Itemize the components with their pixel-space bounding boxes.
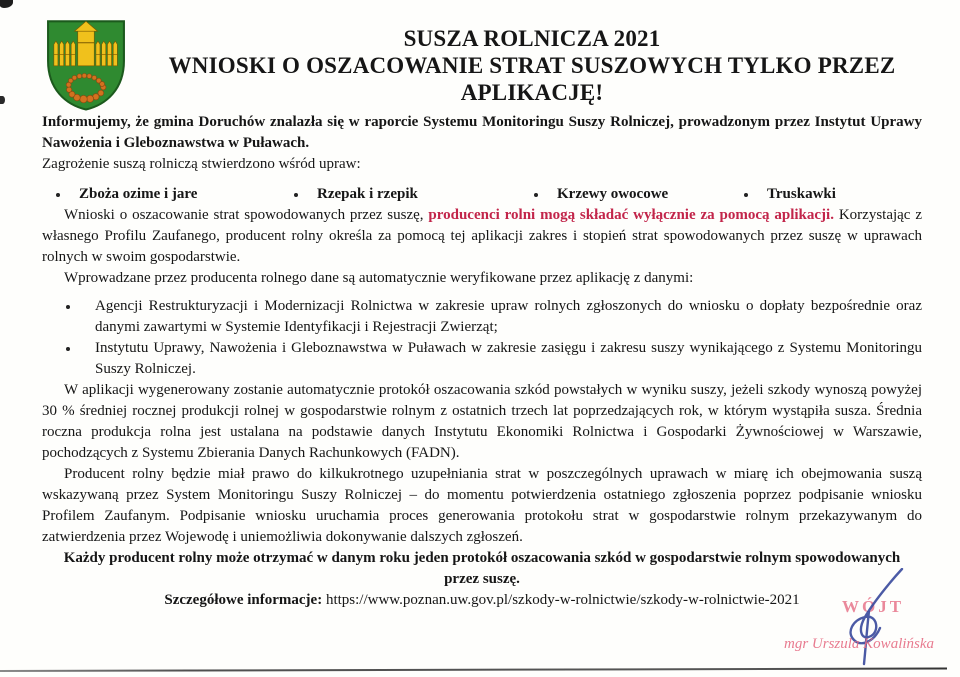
title-line-2: WNIOSKI O OSZACOWANIE STRAT SUSZOWYCH TYLKO PRZEZ (168, 53, 896, 78)
protocol-paragraph: W aplikacji wygenerowany zostanie automatycznie protokół oszacowania szkód powstałych w wyniku suszy, jeżeli szkody wynoszą powyżej 30 % średniej rocznej produkcji rolnej w gospodarstwie rolnym z ostatnich trzech lat poprzedzających rok, w którym wystąpiła susza. Średnia roczna produkcja rolna jest ustalana na podstawie danych Instytutu Ekonomiki Rolnictwa i Gospodarki Żywnościowej w Warszawie, pochodzących z Systemu Zbierania Danych Rachunkowych (FADN). (42, 382, 922, 461)
crop-label: Rzepak i rzepik (317, 186, 418, 202)
doruchow-coat-of-arms-icon (38, 18, 134, 112)
info-label: Szczegółowe informacje: (164, 592, 323, 608)
verification-lead: Wprowadzane przez producenta rolnego dane są automatycznie weryfikowane przez aplikację z danymi: (64, 270, 694, 286)
threat-line: Zagrożenie suszą rolniczą stwierdzono wśród upraw: (42, 156, 361, 172)
crop-item (294, 184, 534, 205)
crop-label: Truskawki (767, 186, 836, 202)
applications-text-after: Korzystając z własnego Profilu Zaufanego, producent rolny określa za pomocą tej aplikacji zakres i stopień strat spowodowanych przez suszę w uprawach rolnych w swoim gospodarstwie. (42, 207, 922, 265)
verification-list (42, 296, 922, 380)
applications-paragraph (42, 205, 922, 268)
verification-item-text: Agencji Restrukturyzacji i Modernizacji Rolnictwa w zakresie upraw rolnych zgłoszonych do wniosku o dopłaty bezpośrednie oraz danymi zawartymi w Systemie Identyfikacji i Rejestracji Zwierząt; (95, 298, 922, 335)
bullet-icon (744, 193, 748, 197)
bullet-icon (66, 347, 70, 351)
document-body (0, 112, 960, 611)
bullet-icon (66, 305, 70, 309)
list-item (42, 338, 922, 380)
wojt-stamp: WÓJT (842, 597, 905, 616)
document-title (134, 16, 930, 112)
scan-artifact-speck (0, 96, 5, 104)
signature-block (778, 566, 954, 672)
list-item (42, 296, 922, 338)
crop-label: Krzewy owocowe (557, 186, 669, 202)
crop-item (534, 184, 744, 205)
crop-item (744, 184, 922, 205)
bullet-icon (534, 193, 538, 197)
bullet-icon (294, 193, 298, 197)
applications-text-before: Wnioski o oszacowanie strat spowodowanych przez suszę, (64, 207, 429, 223)
intro-paragraph: Informujemy, że gmina Doruchów znalazła się w raporcie Systemu Monitoringu Suszy Rolniczej, prowadzonym przez Instytut Uprawy Nawożenia i Gleboznawstwa w Puławach. (42, 114, 922, 151)
single-protocol-statement: Każdy producent rolny może otrzymać w danym roku jeden protokół oszacowania szkód w gospodarstwie rolnym spowodowanych przez suszę. (63, 550, 901, 587)
crop-item (56, 184, 294, 205)
verification-item-text: Instytutu Uprawy, Nawożenia i Gleboznawstwa w Puławach w zakresie zasięgu i zakresu suszy wynikającego z Systemu Monitoringu Suszy Rolniczej. (95, 340, 922, 377)
crops-list (42, 184, 922, 205)
producer-paragraph: Producent rolny będzie miał prawo do kilkukrotnego uzupełniania strat w poszczególnych uprawach w miarę ich obejmowania suszą wskazywaną przez System Monitoringu Suszy Rolniczej – do momentu potwierdzenia ostatniego zgłoszenia poprzez podpisanie wniosku Profilem Zaufanym. Podpisanie wniosku uruchamia proces generowania protokołu strat w gospodarstwie rolnym przekazywanym do zatwierdzenia przez Wojewodę i uniemożliwia dokonywanie dalszych zgłoszeń. (42, 466, 922, 545)
crop-label: Zboża ozime i jare (79, 186, 198, 202)
applications-red-highlight: producenci rolni mogą składać wyłącznie za pomocą aplikacji. (428, 207, 834, 223)
document-header (0, 0, 960, 112)
info-url-link[interactable]: https://www.poznan.uw.gov.pl/szkody-w-rolnictwie/szkody-w-rolnictwie-2021 (325, 592, 800, 608)
title-line-3: APLIKACJĘ! (460, 80, 604, 105)
bullet-icon (56, 193, 60, 197)
title-line-1: SUSZA ROLNICZA 2021 (403, 26, 661, 51)
signatory-name: mgr Urszula Kowalińska (784, 636, 935, 652)
